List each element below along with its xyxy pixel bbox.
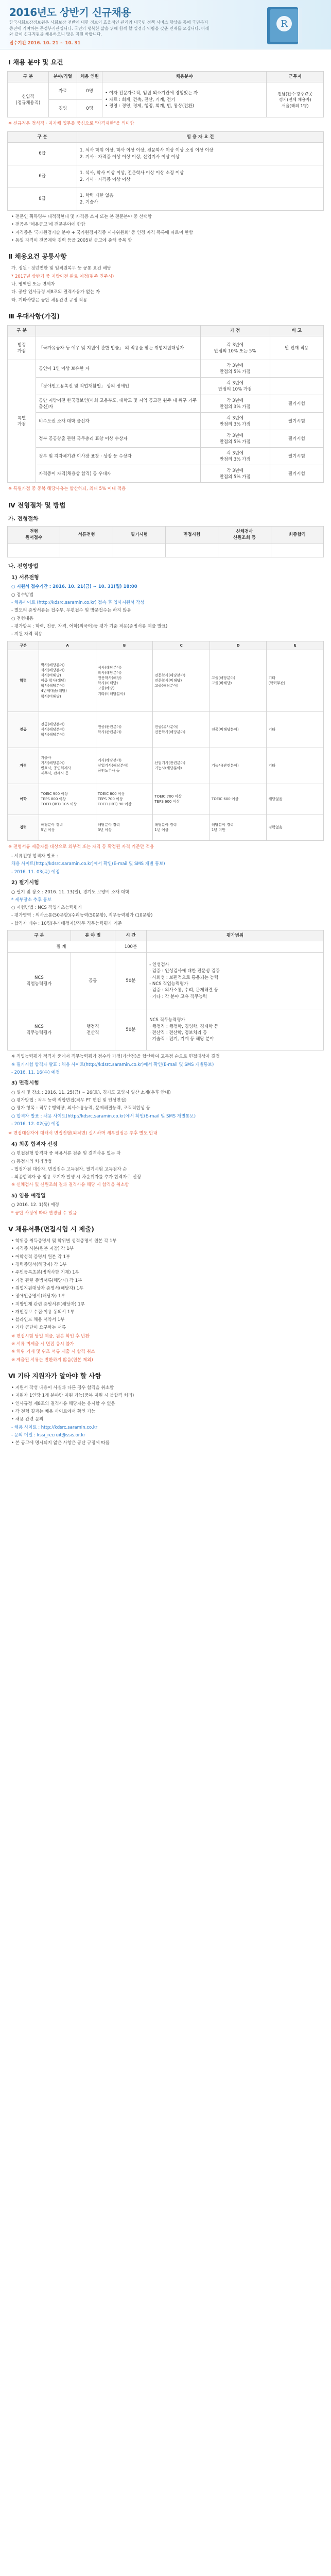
matrix-cell: TOEIC 900 이상 TEPS 800 이상 TOEFL(IBT) 105 이상	[39, 784, 96, 815]
list-item: • 가점 관련 증빙서류(해당자) 각 1부	[11, 1278, 82, 1283]
banner-intro: 한국사회보장정보원은 사회보장 전반에 대한 정보의 효율적인 관리와 대국민 정책 서비스 향상을 통해 국민복지 증진에 기여하는 준정부기관입니다. 국민의 행복한 삶을 위해 함께 할 열정과 역량을 갖춘 인재를 모십니다. 아래와 같이 신규직원을 채용하오니 많은 지원 바랍니다.	[9, 20, 210, 37]
col-header: 채용 인원	[77, 72, 102, 82]
bonus-pts: 각 3년에 만점의 3% 가점	[200, 413, 270, 430]
list-item: ※ 필기시험 합격자 발표 : 채용 사이트(http://kdsrc.saramin.co.kr)에서 확인(E-mail 및 SMS 개별통보)	[11, 1062, 214, 1067]
bonus-note: 필기시험	[270, 430, 323, 448]
field-cell: 경영	[48, 100, 77, 117]
process-step: 면접시험	[165, 527, 218, 544]
bonus-group: 법정 가점	[8, 336, 36, 360]
footnote: • 동일 자격이 전공계와 경력 등을 2005년 공고에 준해 중복 함	[11, 238, 132, 243]
col-header: 분야/직렬	[48, 72, 77, 82]
bonus-note: 필기시험	[270, 465, 323, 483]
grade-cell: 6급	[8, 143, 77, 165]
matrix-cell: 전공(비해당분야)	[210, 711, 267, 748]
col-header	[36, 326, 200, 336]
list-item: • 지원서 작성 내용이 사실과 다른 경우 합격을 취소함	[11, 1385, 114, 1391]
list-item: • 블라인드 채용 서약서 1부	[11, 1317, 65, 1323]
list-item: ※ 신체검사 및 신원조회 결과 결격사유 해당 시 합격을 취소함	[11, 1182, 129, 1188]
list-item: ○ 필기 및 장소 : 2016. 11. 13(일), 경기도 고양시 소재 대학	[11, 889, 130, 895]
list-item: ○ 면접전형 합격자 중 채용서류 검증 및 결격사유 없는 자	[11, 1151, 121, 1157]
requirement-cell: 1. 학력 제한 없음 2. 기술사	[77, 188, 324, 211]
bonus-group: 특별 가점	[8, 360, 36, 483]
recruitment-banner	[0, 0, 331, 49]
recruitment-fields-table	[7, 71, 324, 117]
ncs-time: 100분	[115, 941, 146, 953]
list-item: • 지원자 1인당 1개 분야만 지원 가능(중복 지원 시 불합격 처리)	[11, 1393, 134, 1399]
bonus-pts: 각 3년에 만점의 5% 가점	[200, 465, 270, 483]
matrix-cell: 전문학사(해당분야) 전문학사(비해당) 고졸(해당분야)	[153, 650, 210, 711]
list-item: ※ 직업능력평가 적격자 중에서 직무능력평가 점수와 가점(가산점)을 합산하여 고득점 순으로 면접대상자 결정	[11, 1054, 220, 1060]
list-item: 나. 병역필 또는 면제자	[11, 282, 55, 287]
process-subheading: 가. 전형절차	[8, 515, 39, 522]
ncs-field: 행정직 전산직	[71, 1009, 115, 1050]
matrix-cell: 전공(해당분야) 석사(해당분야) 학사(해당분야)	[39, 711, 96, 748]
bonus-note-text: ※ 특별가점 중 중복 해당사유는 합산하되, 최대 5% 이내 적용	[8, 486, 126, 492]
list-item: - 최종합격자 중 임용 포기자 발생 시 차순위자를 추가 합격자로 선정	[11, 1175, 141, 1180]
grade-cell: 8급	[8, 188, 77, 211]
col-header: 근무지	[267, 72, 324, 82]
matrix-cell: 기타	[267, 711, 324, 748]
section-other-notices: Ⅵ 기타 지원자가 알아야 할 사항	[8, 1372, 101, 1380]
list-item: ※ 면접시험 당일 제출, 원본 확인 후 반환	[11, 1333, 90, 1339]
ncs-part: NCS 직무능력평가	[8, 1009, 71, 1050]
process-table	[7, 526, 324, 557]
bonus-pts: 각 3년에 만점의 10% 또는 5%	[200, 336, 270, 360]
detail-cell: • 여자 전문자료직, 임원 외소기관에 경험있는 자 • 자료 : 회계, 건축, 전산, 기계, 전기 • 경영 : 경영, 경제, 행정, 회계, 법, 통상(전환)	[102, 82, 267, 117]
bonus-text: 비수도권 소재 대학 출신자	[36, 413, 200, 430]
ncs-time: 50분	[115, 1009, 146, 1050]
matrix-cell: 기능사(관련분야)	[210, 748, 267, 784]
list-item: • 장애인증명서(해당자) 1부	[11, 1294, 65, 1299]
document-screening-title: 1) 서류전형	[11, 574, 39, 581]
requirements-footnotes	[7, 214, 324, 244]
list-item: ※ 서류 미제출 시 면접 응시 불가	[11, 1342, 74, 1347]
col-header: 구 분	[8, 930, 71, 941]
matrix-cell: 해당분야 경력 5년 이상	[39, 815, 96, 840]
matrix-category: 경력	[8, 815, 39, 840]
list-item: • 기타 공단이 요구하는 서류	[11, 1325, 66, 1331]
list-item: • 경력증명서(해당자) 각 1부	[11, 1262, 67, 1267]
section-selection-process: Ⅳ 전형절차 및 방법	[8, 501, 66, 509]
section-required-documents: Ⅴ 채용서류(면접시험 시 제출)	[8, 1225, 94, 1233]
list-item: - 지원 자격 적용	[11, 632, 43, 637]
col-header: 가 점	[200, 326, 270, 336]
matrix-cell: 기타	[267, 748, 324, 784]
matrix-cell: 박사(해당분야) 석사(해당분야) 석사(비해당) 이중 학사(해당) 학사(해당분야) 4년제대졸(해당) 학사(비해당)	[39, 650, 96, 711]
matrix-cell: 전공(유사분야) 전문학사(해당분야)	[153, 711, 210, 748]
col-header: A	[39, 641, 96, 650]
bonus-text: 공단 지방이전 한국정보인(사회 고용부도, 대학교 및 지역 공고전 원주 내 위구 거주 출신)자	[36, 395, 200, 413]
contact-email-link[interactable]: - 문의 메일 : kssi_recruit@ssis.or.kr	[11, 1433, 85, 1438]
list-item: - 2016. 11. 03(목) 예정	[11, 869, 60, 875]
appointment-title: 5) 임용 예정일	[11, 1193, 46, 1199]
bonus-text: 자격증이 자격(채용상 합격) 등 우대자	[36, 465, 200, 483]
col-header: 채용분야	[102, 72, 267, 82]
list-item: 채용 사이트(http://kdsrc.saramin.co.kr)에서 확인(E-mail 및 SMS 개별 통보)	[11, 861, 165, 867]
matrix-cell: 해당없음	[267, 784, 324, 815]
bonus-note: 필기시험	[270, 395, 323, 413]
bonus-note: 필기시험	[270, 413, 323, 430]
bonus-pts: 각 3년에 만점의 3% 가점	[200, 448, 270, 465]
list-item: ○ 시험방법 : NCS 직업기초능력평가	[11, 905, 82, 911]
matrix-cell: TOEIC 800 이상 TEPS 700 이상 TOEFL(IBT) 90 이상	[96, 784, 153, 815]
bonus-pts: 각 3년에 만점의 5% 가점	[200, 360, 270, 378]
bonus-text: 「장애인고용촉진 및 직업재활법」 상의 장애인	[36, 378, 200, 395]
matrix-category: 전공	[8, 711, 39, 748]
list-item: ○ 평가 항목 : 직무수행역량, 의사소통능력, 문제해결능력, 조직적합성 등	[11, 1106, 150, 1111]
list-item: * 2017년 상반기 중 지방이전 완료 예정(원주 진주시)	[11, 274, 114, 279]
recruit-site-link[interactable]: - 채용 사이트 : http://kdsrc.saramin.co.kr	[11, 1425, 98, 1430]
grade-cell: 6급	[8, 165, 77, 188]
col-header: 분 야 별	[71, 930, 115, 941]
matrix-cell: 경력없음	[267, 815, 324, 840]
matrix-cell: 석사(해당분야) 학사(해당분야) 전문학사(해당) 학사(비해당) 고졸(해당) 기타(비해당분야)	[96, 650, 153, 711]
list-item: ○ 동점자의 처리방법	[11, 1159, 52, 1164]
place-cell: 전남(전주·광주)2곳 경기(전체 채용자) 서울(해외 1명)	[267, 82, 324, 117]
list-item: • 취업지원대상자 증명서(해당자) 1부	[11, 1285, 84, 1291]
bonus-text: 공인어 1인 이상 보유한 자	[36, 360, 200, 378]
list-item: • 채용 관련 문의	[11, 1417, 44, 1422]
bonus-text: 정부 및 지자체기관 이사장 표창 · 상장 등 수상자	[36, 448, 200, 465]
bonus-text: 「국가유공자 등 예우 및 지원에 관한 법률」 의 적용을 받는 취업지원대상자	[36, 336, 200, 360]
list-item: - 법정가점 대상자, 면접점수 고득점자, 필기시험 고득점자 순	[11, 1166, 127, 1172]
process-step: 전형 원서접수	[8, 527, 60, 544]
matrix-cell: TOEIC 700 이상 TEPS 600 이상	[153, 784, 210, 815]
required-documents-list	[7, 1238, 324, 1331]
matrix-cell: 해당분야 경력 1년 이상	[153, 815, 210, 840]
list-item: ○ 전형내용	[11, 616, 33, 621]
list-item: • 주민등록초본(병적사항 기재) 1부	[11, 1270, 79, 1276]
requirement-cell: 1. 석사, 학사 이상 이상, 전문학사 이상 이상 소정 이상 2. 기사 · 자격증 이상 이상	[77, 165, 324, 188]
bonus-text: 정부 공공창출 관련 국무총리 표창 이상 수상자	[36, 430, 200, 448]
banner-period: 접수기간 2016. 10. 21 ~ 10. 31	[9, 41, 81, 46]
document-result-list	[7, 853, 324, 875]
list-item: - 2016. 12. 02(금) 예정	[11, 1122, 60, 1127]
field-cell: 자료	[48, 82, 77, 100]
written-test-list	[7, 889, 324, 927]
list-item: • 각 전형 결과는 채용 사이트에서 확인 가능	[11, 1409, 96, 1415]
common-requirements-list	[7, 265, 324, 303]
group-cell: 신입직 (정규채용직)	[8, 82, 49, 117]
footnote: • 자격증은 '국가원정기술 분야 + 국가원정자격증 시사위원회' 중 인정 자격 목록에 따르며 한함	[11, 230, 194, 235]
process-step: 필기시험	[113, 527, 165, 544]
matrix-cell: TOEIC 600 이상	[210, 784, 267, 815]
footnote: • 전공은 '채용공고'에 전문분야에 한함	[11, 222, 85, 228]
list-item: 가. 정원 · 정년연한 및 임직원복무 등 공통 요건 해당	[11, 266, 111, 272]
method-subheading: 나. 전형방법	[8, 563, 39, 569]
matrix-cell: 해당분야 경력 3년 이상	[96, 815, 153, 840]
interview-note: ※ 면접대상자에 대해서 면접전형(외적면) 실시하며 세부일정은 추후 별도 안내	[8, 1131, 158, 1137]
appointment-list	[7, 1202, 324, 1216]
list-item: • 학위증 취득증명서 및 학위별 성적증명서 원본 각 1부	[11, 1239, 117, 1244]
col-header: D	[210, 641, 267, 650]
bonus-pts: 각 3년에 만점의 5% 가점	[200, 430, 270, 448]
list-item: 라. 기타사항은 공단 채용관련 규정 적용	[11, 297, 88, 303]
col-header: 입 용 자 요 건	[77, 131, 324, 142]
list-item: ○ 지원서 접수기간 : 2016. 10. 21(금) ~ 10. 31(월) 18:00	[11, 584, 137, 590]
col-header: E	[267, 641, 324, 650]
list-item: * 공단 사정에 따라 변경될 수 있음	[11, 1210, 77, 1216]
footnote: • 전문인 획득명부 대적적현대 및 자격증 소지 또는 본 전문분야 중 선택함	[11, 214, 152, 220]
list-item: ○ 일시 및 장소 : 2016. 11. 25(금) ~ 26(토), 경기도 고양시 일산 소재(추후 안내)	[11, 1090, 171, 1095]
ncs-scope: NCS 직무능력평가 · 행정직 : 행정학, 경영학, 경제학 등 · 전산직 : 전산학, 정보처리 등 · 기술직 : 전기, 기계 등 해당 분야	[147, 1009, 324, 1050]
matrix-cell: 전공(관련분야) 학사(관련분야)	[96, 711, 153, 748]
process-step: 최종합격	[271, 527, 323, 544]
section-bonus-points: Ⅲ 우대사항(가점)	[8, 312, 60, 320]
list-item: ○ 합격자 발표 : 채용 사이트(http://kdsrc.saramin.co.kr)에서 확인(E-mail 및 SMS 개별통보)	[11, 1113, 196, 1119]
col-header: B	[96, 641, 153, 650]
bonus-note: 필기시험	[270, 448, 323, 465]
bonus-note	[270, 360, 323, 378]
ncs-part: NCS 직업능력평가	[8, 953, 71, 1009]
requirement-cell: 1. 석사 학위 이상, 학사 이상 이상, 전문학사 이상 이상 소정 이상 이상 2. 기사 · 자격증 이상 이상 이상, 산업기사 이상 이상	[77, 143, 324, 165]
document-screening-note: ※ 전형서류 제출자를 대상으로 외부적 또는 자격 등 확정된 자격 기준만 적용	[8, 844, 154, 850]
matrix-cell: 고졸(해당분야) 고졸(비해당)	[210, 650, 267, 711]
section-common-requirements: Ⅱ 채용요건 공통사항	[8, 252, 67, 261]
list-item: • 개인정보 수집·이용 동의서 1부	[11, 1309, 75, 1315]
list-item: - 별도의 증빙서류는 접수부, 우편접수 및 방문접수는 하지 않음	[11, 608, 131, 614]
final-selection-title: 4) 최종 합격자 선정	[11, 1141, 58, 1147]
count-cell: 0명	[77, 100, 102, 117]
bonus-note	[270, 378, 323, 395]
matrix-cell: 기타 (학력무관)	[267, 650, 324, 711]
col-header: 평가범위	[147, 930, 324, 941]
list-item: • 어학성적 증명서 원본 각 1부	[11, 1254, 71, 1260]
list-item: 다. 공단 인사규정 제8조의 결격사유가 없는 자	[11, 290, 100, 295]
matrix-category: 어학	[8, 784, 39, 815]
col-header: 구 분	[8, 72, 49, 82]
screening-matrix-table	[7, 641, 324, 841]
ncs-part: 필 계	[8, 941, 115, 953]
list-item: • 본 공고에 명시되지 않은 사항은 공단 규정에 따름	[11, 1440, 110, 1446]
final-selection-list	[7, 1150, 324, 1189]
matrix-cell: 기사(해당분야) 산업기사(해당분야) 공인노무사 등	[96, 748, 153, 784]
process-step: 신체검사 신원조회 등	[218, 527, 271, 544]
list-item: • 자격증 사본(원본 지참) 각 1부	[11, 1246, 74, 1252]
bonus-points-table	[7, 325, 324, 483]
list-item: ○ 평가방법 : 직무 능력 적합면접(직무 PT 면접 및 인성면접)	[11, 1098, 127, 1104]
col-header: 구분	[8, 641, 39, 650]
list-item: - 평가영역 : 의사소통(50문항)/수리능력(50문항), 직무능력평가 (10문항)	[11, 913, 153, 919]
fields-note: ※ 신규직은 정식직 · 지자체 업무를 중심으로 "자격제한"을 의미함	[8, 121, 134, 127]
col-header: 시 간	[115, 930, 146, 941]
ncs-field: 공통	[71, 953, 115, 1009]
matrix-category: 자격	[8, 748, 39, 784]
list-item: • 인사규정 제8조의 결격사유 해당자는 응시할 수 없음	[11, 1401, 115, 1406]
col-header: 비 고	[270, 326, 323, 336]
list-item: - 2016. 11. 16(수) 예정	[11, 1070, 60, 1076]
count-cell: 0명	[77, 82, 102, 100]
col-header: 구 분	[8, 131, 77, 142]
col-header: C	[153, 641, 210, 650]
bonus-pts: 각 3년에 만점의 3% 가점	[200, 395, 270, 413]
list-item: - 평가항목 : 학력, 전공, 자격, 어학(외국어)등 평가 기준 적용(증빙서류 제출 발표)	[11, 624, 168, 629]
col-header: 구 분	[8, 326, 36, 336]
list-item: ○ 2016. 12. 1(목) 예정	[11, 1202, 59, 1208]
list-item: ※ 허위 기재 및 위조 서류 제출 시 합격 취소	[11, 1349, 95, 1355]
list-item: ○ 접수방법	[11, 592, 33, 598]
written-test-title: 2) 필기시험	[11, 880, 39, 886]
bonus-note: 만 인재 적용	[270, 336, 323, 360]
requirements-table	[7, 131, 324, 211]
ncs-scope	[147, 941, 324, 953]
document-screening-list	[7, 584, 324, 637]
section-recruitment-fields: Ⅰ 채용 분야 및 요건	[8, 58, 63, 66]
list-item: • 지방인재 관련 증빙서류(해당자) 1부	[11, 1301, 85, 1307]
svg-text:R: R	[281, 19, 288, 29]
ncs-scope: - 인성검사 · 검증 : 인성검사에 대한 전문성 검증 · 사회성 : 보편적으로 통용되는 능력 - NCS 직업능력평가 · 검증 : 의사소통, 수리, 문제해결 등 · 기타 : 각 분야 고유 직무능력	[147, 953, 324, 1009]
ncs-notes	[7, 1054, 324, 1076]
bonus-pts: 각 3년에 만점의 10% 가점	[200, 378, 270, 395]
process-step: 서류전형	[60, 527, 113, 544]
matrix-category: 학력	[8, 650, 39, 711]
list-item: - 채용사이트 (http://kdsrc.saramin.co.kr) 접속 후 입사지원서 작성	[11, 600, 145, 606]
matrix-cell: 기술사 기사(해당분야) 변호사, 공인회계사 세무사, 관세사 등	[39, 748, 96, 784]
list-item: - 합격자 배수 : 10명(추가배정자)/직무 직무능력평가 기준	[11, 921, 122, 926]
interview-title: 3) 면접시험	[11, 1080, 39, 1087]
matrix-cell: 산업기사(관련분야) 기능사(해당분야)	[153, 748, 210, 784]
required-documents-notes	[7, 1333, 324, 1363]
book-logo-icon	[262, 3, 311, 46]
ncs-table	[7, 930, 324, 1050]
list-item: * 세부장소 추후 통보	[11, 897, 52, 903]
interview-list	[7, 1090, 324, 1128]
ncs-time: 50분	[115, 953, 146, 1009]
banner-title: 2016년도 상반기 신규채용	[9, 6, 131, 19]
matrix-cell: 해당분야 경력 1년 미만	[210, 815, 267, 840]
list-item: ※ 제출된 서류는 반환하지 않음(원본 제외)	[11, 1357, 93, 1363]
list-item: - 서류전형 합격자 발표 :	[11, 854, 58, 859]
other-notices-list	[7, 1385, 324, 1447]
